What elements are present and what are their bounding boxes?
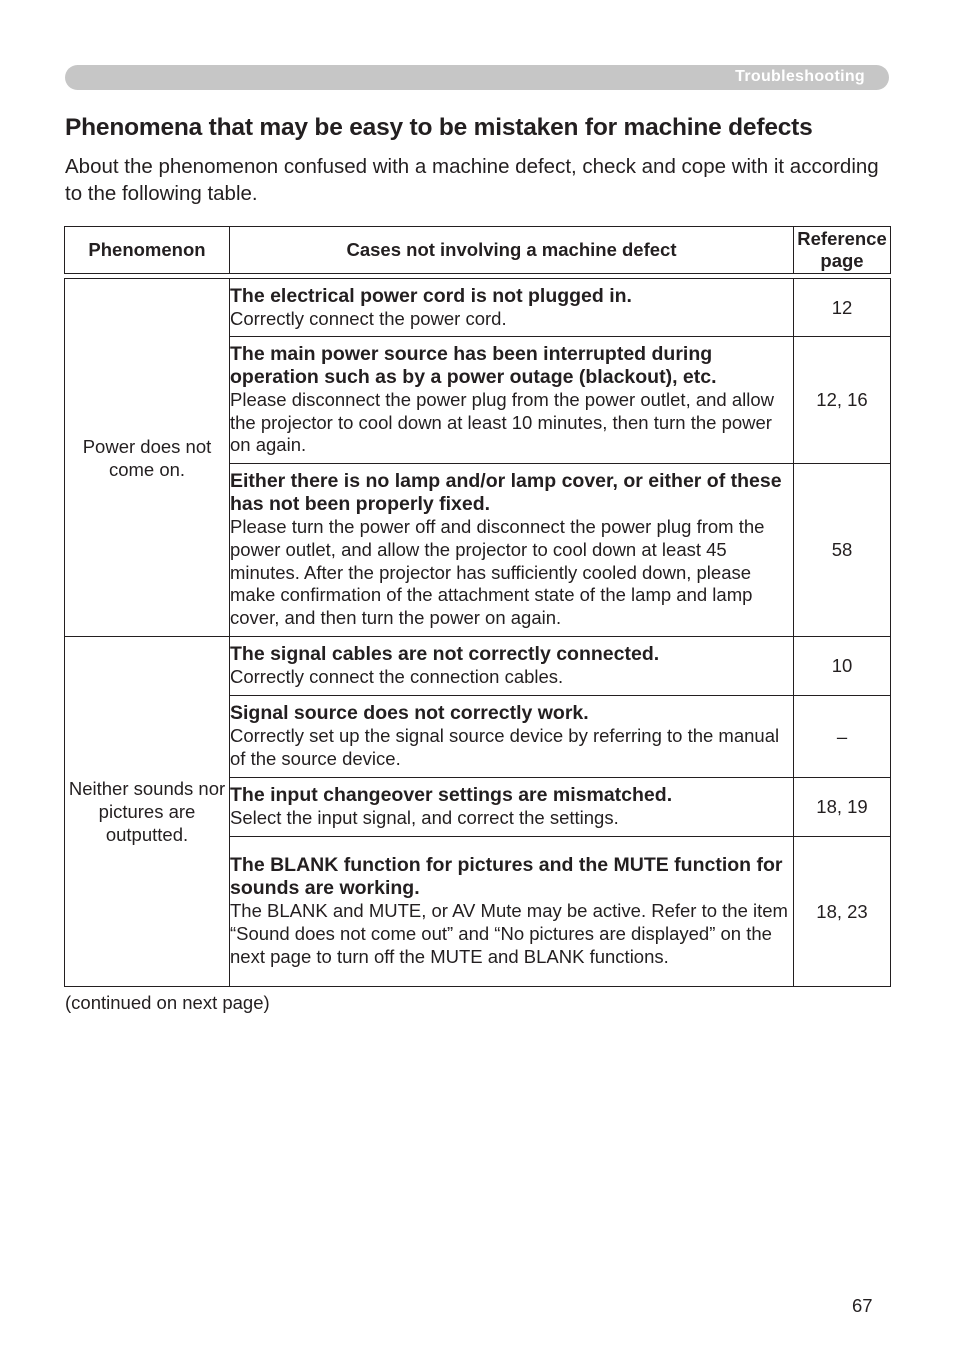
case-cell (230, 279, 794, 337)
reference-cell: 10 (794, 637, 891, 696)
reference-cell: 12, 16 (794, 337, 891, 464)
case-body: Please disconnect the power plug from the power outlet, and allow the projector to cool down at least 10 minutes, then turn the power on again. (230, 388, 775, 456)
reference-cell: 18, 19 (794, 778, 891, 837)
case-body: Select the input signal, and correct the settings. (230, 807, 619, 829)
table-row (65, 637, 891, 696)
page-number: 67 (852, 1295, 873, 1316)
table-row (65, 279, 891, 337)
case-cell (230, 464, 794, 637)
case-title: The BLANK function for pictures and the MUTE function for sounds are working. (230, 854, 783, 900)
case-cell (230, 837, 794, 987)
section-header-bar (65, 65, 889, 90)
reference-cell: 58 (794, 464, 891, 637)
phenomenon-text: Power does not come on. (82, 435, 212, 480)
phenomenon-cell (65, 279, 230, 637)
reference-cell: 18, 23 (794, 837, 891, 987)
phenomenon-text: Neither sounds nor pictures are outputted. (68, 778, 226, 845)
case-title: The main power source has been interrupted during operation such as by a power outage (blackout), etc. (230, 342, 717, 388)
reference-cell: – (794, 696, 891, 778)
case-body: The BLANK and MUTE, or AV Mute may be active. Refer to the item “Sound does not come out” and “No pictures are displayed” on the next page to turn off the MUTE and BLANK functions. (230, 900, 788, 967)
case-title: Signal source does not correctly work. (230, 702, 589, 725)
page-title: Phenomena that may be easy to be mistaken for machine defects (65, 114, 813, 141)
header-cases: Cases not involving a machine defect (230, 227, 794, 274)
section-label: Troubleshooting (735, 68, 865, 85)
case-title: Either there is no lamp and/or lamp cover, or either of these has not been properly fixed. (230, 470, 782, 516)
troubleshooting-table (64, 226, 891, 987)
header-reference: Reference page (794, 227, 891, 274)
phenomenon-cell (65, 637, 230, 987)
case-body: Correctly connect the power cord. (230, 307, 507, 329)
case-cell (230, 337, 794, 464)
case-cell (230, 778, 794, 837)
reference-cell: 12 (794, 279, 891, 337)
continued-note: (continued on next page) (65, 992, 270, 1013)
case-title: The signal cables are not correctly connected. (230, 643, 660, 666)
case-title: The input changeover settings are mismatched. (230, 784, 673, 807)
case-cell (230, 637, 794, 696)
header-phenomenon: Phenomenon (65, 227, 230, 274)
case-cell (230, 696, 794, 778)
case-body: Correctly connect the connection cables. (230, 666, 564, 688)
intro-text: About the phenomenon confused with a machine defect, check and cope with it according to the following table. (65, 155, 879, 205)
table-header-row (65, 227, 891, 274)
case-body: Correctly set up the signal source device by referring to the manual of the source device. (230, 725, 780, 769)
case-body: Please turn the power off and disconnect the power plug from the power outlet, and allow the projector to cool down at least 45 minutes. After the projector has sufficiently cooled down, please make confirmation of the attachment state of the lamp and lamp cover, and then turn the power on again. (230, 516, 765, 629)
case-title: The electrical power cord is not plugged in. (230, 284, 632, 307)
